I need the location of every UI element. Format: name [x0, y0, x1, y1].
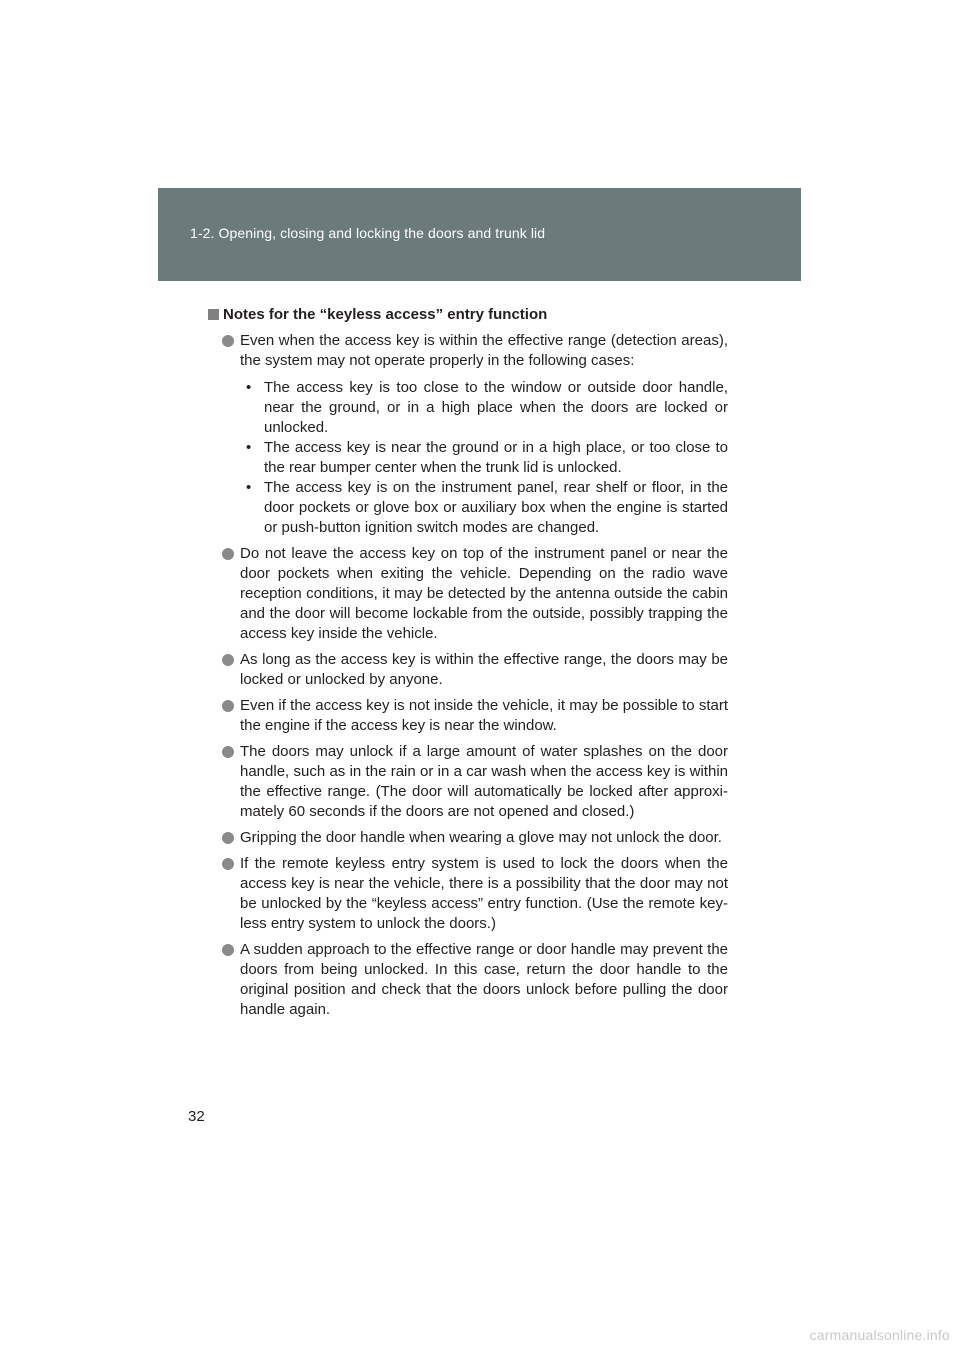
note-item	[222, 544, 728, 644]
note-item	[222, 696, 728, 736]
circle-bullet-icon	[222, 746, 234, 758]
note-item	[222, 650, 728, 690]
page-content	[208, 305, 728, 1026]
circle-bullet-icon	[222, 335, 234, 347]
circle-bullet-icon	[222, 832, 234, 844]
note-item	[222, 742, 728, 822]
note-text: A sudden approach to the effective range or door handle may prevent the doors from being unlocked. In this case, return the door handle to the original position and check that the doors unlock before pulling the door handle again.	[240, 941, 728, 1018]
note-item	[222, 940, 728, 1020]
case-list	[240, 378, 728, 538]
notes-heading-text: Notes for the “keyless access” entry function	[223, 306, 548, 323]
note-text: Even if the access key is not inside the vehicle, it may be possible to start the engine if the access key is near the window.	[240, 697, 728, 734]
case-item	[246, 438, 728, 478]
circle-bullet-icon	[222, 654, 234, 666]
note-text: The doors may unlock if a large amount of water splashes on the door handle, such as in the rain or in a car wash when the access key is within the effective range. (The door will automatically be locked after approxi-mately 60 seconds if the doors are not opened and closed.)	[240, 743, 728, 820]
circle-bullet-icon	[222, 858, 234, 870]
case-item	[246, 478, 728, 538]
note-item	[222, 854, 728, 934]
notes-heading	[208, 305, 728, 325]
case-text: The access key is on the instrument panel, rear shelf or floor, in the door pockets or glove box or auxiliary box when the engine is started or push-button ignition switch modes are changed.	[264, 479, 728, 536]
note-text: Even when the access key is within the effective range (detection areas), the system may not operate properly in the following cases:	[240, 332, 728, 369]
note-text: As long as the access key is within the effective range, the doors may be locked or unlocked by anyone.	[240, 651, 728, 688]
note-text: If the remote keyless entry system is used to lock the doors when the access key is near the vehicle, there is a possibility that the door may not be unlocked by the “keyless access” entry function. (Use the remote key-less entry system to unlock the doors.)	[240, 855, 728, 932]
case-text: The access key is near the ground or in a high place, or too close to the rear bumper center when the trunk lid is unlocked.	[264, 439, 728, 476]
section-header-band	[158, 188, 801, 281]
section-title: 1-2. Opening, closing and locking the doors and trunk lid	[190, 225, 546, 241]
note-item	[222, 331, 728, 538]
watermark: carmanualsonline.info	[809, 1327, 950, 1343]
note-text: Do not leave the access key on top of the instrument panel or near the door pockets when exiting the vehicle. Depending on the radio wave reception conditions, it may be detected by the antenna outside the cabin and the door will become lockable from the outside, possibly trapping the access key inside the vehicle.	[240, 545, 728, 642]
page-number: 32	[188, 1108, 205, 1125]
circle-bullet-icon	[222, 700, 234, 712]
dot-bullet-icon: •	[246, 439, 252, 456]
square-bullet-icon	[208, 309, 219, 320]
circle-bullet-icon	[222, 548, 234, 560]
case-item	[246, 378, 728, 438]
circle-bullet-icon	[222, 944, 234, 956]
dot-bullet-icon: •	[246, 479, 252, 496]
case-text: The access key is too close to the window or outside door handle, near the ground, or in a high place when the doors are locked or unlocked.	[264, 379, 728, 436]
note-text: Gripping the door handle when wearing a glove may not unlock the door.	[240, 829, 722, 846]
note-item	[222, 828, 728, 848]
dot-bullet-icon: •	[246, 379, 252, 396]
